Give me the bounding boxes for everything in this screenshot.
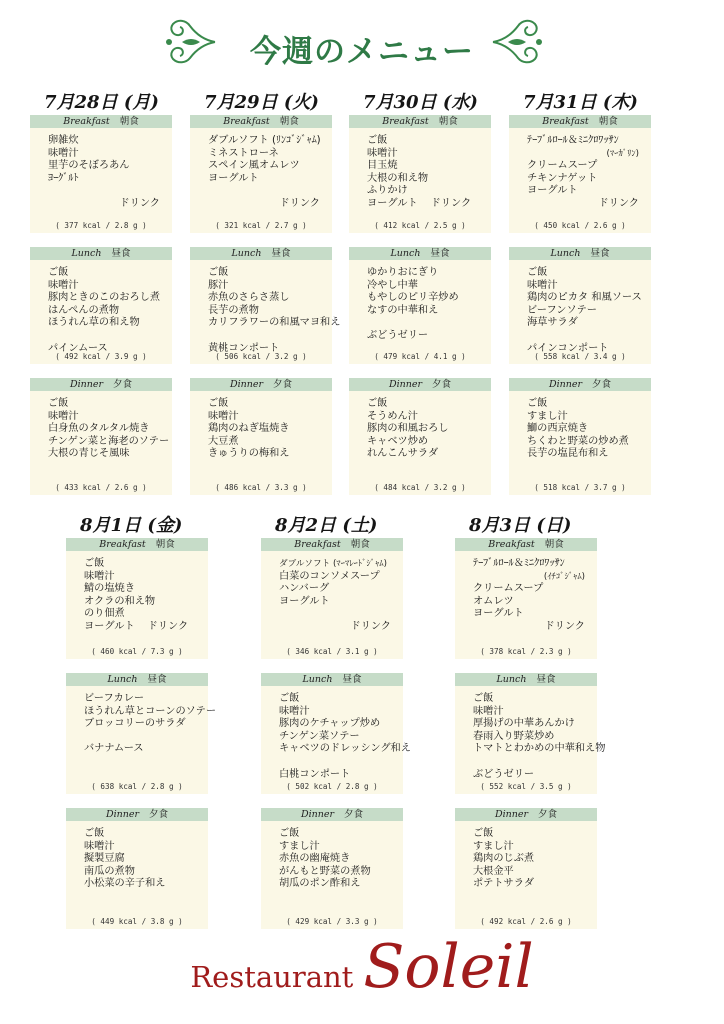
menu-items — [509, 391, 651, 461]
meal-section-breakfast — [349, 115, 491, 233]
menu-item: 豚汁 — [208, 279, 229, 291]
meal-name-jp: 昼食 — [590, 248, 610, 259]
day-card — [261, 514, 411, 929]
meal-name-en: Dinner — [69, 379, 104, 390]
meal-name-en: Lunch — [231, 248, 262, 259]
meal-section-breakfast — [190, 115, 332, 233]
menu-item — [279, 608, 403, 621]
menu-item: ぶどうゼリー — [367, 329, 429, 341]
meal-header — [66, 673, 208, 686]
menu-item: 海草サラダ — [527, 317, 578, 329]
menu-item: ご飯 — [84, 558, 105, 569]
menu-item: 大根の青じそ風味 — [48, 448, 130, 460]
meal-name-en: Dinner — [229, 379, 264, 390]
restaurant-name: Soleil — [363, 932, 534, 1002]
meal-name-en: Dinner — [494, 809, 529, 820]
menu-item: ご飯 — [527, 267, 548, 278]
menu-item: カリフラワーの和風マヨ和え — [208, 317, 341, 329]
menu-item — [208, 185, 332, 198]
menu-item: ご飯 — [279, 693, 300, 704]
meal-header — [66, 538, 208, 551]
meal-section-lunch — [509, 247, 651, 364]
meal-header — [349, 247, 491, 260]
meal-header — [349, 378, 491, 391]
menu-item: 白桃コンポート — [279, 768, 351, 780]
menu-item: 厚揚げの中華あんかけ — [473, 718, 575, 730]
restaurant-logo — [0, 932, 724, 1002]
menu-item: ビーフカレー — [84, 693, 145, 704]
day-card — [30, 91, 172, 495]
meal-name-en: Lunch — [107, 674, 138, 685]
menu-item: 白身魚のタルタル焼き — [48, 423, 150, 435]
menu-items — [509, 128, 651, 211]
menu-item: パインムース — [48, 342, 108, 354]
menu-item: 味噌汁 — [527, 279, 558, 291]
meal-section-breakfast — [261, 538, 403, 659]
meal-name-en: Dinner — [548, 379, 583, 390]
menu-item: ご飯 — [48, 398, 69, 409]
meal-section-dinner — [30, 378, 172, 495]
menu-item — [527, 330, 651, 343]
menu-items — [30, 260, 172, 355]
menu-item: チキンナゲット — [527, 172, 598, 184]
meal-header — [261, 538, 403, 551]
menu-item — [208, 330, 332, 343]
meal-section-breakfast — [455, 538, 597, 659]
meal-name-jp: 夕食 — [538, 809, 558, 820]
menu-item — [84, 731, 208, 744]
menu-items — [66, 821, 208, 891]
menu-items — [30, 128, 172, 211]
menu-items — [190, 128, 332, 211]
menu-item: もやしのピリ辛炒め — [367, 292, 459, 304]
meal-name-jp: 朝食 — [598, 116, 618, 127]
nutrition-info: ( 502 kcal / 2.8 g ) — [286, 782, 378, 791]
nutrition-info: ( 377 kcal / 2.8 g ) — [55, 221, 147, 230]
page-title: 今週のメニュー — [250, 34, 474, 70]
meal-name-jp: 朝食 — [279, 116, 299, 127]
menu-item: 豚肉ときのこのおろし煮 — [48, 292, 161, 304]
menu-item — [473, 756, 597, 769]
menu-items — [261, 686, 411, 781]
meal-name-en: Lunch — [302, 674, 333, 685]
menu-item: ゆかりおにぎり — [367, 267, 439, 278]
menu-item: ぶどうゼリー — [473, 768, 535, 780]
menu-item: すまし汁 — [527, 410, 568, 422]
menu-item: 豚肉の和風おろし — [367, 423, 449, 435]
menu-item: スペイン風オムレツ — [208, 160, 300, 172]
menu-item: ちくわと野菜の炒め煮 — [527, 435, 629, 447]
nutrition-info: ( 460 kcal / 7.3 g ) — [91, 647, 183, 656]
menu-item: クリームスープ — [527, 160, 598, 172]
menu-item: 鯖の塩焼き — [84, 583, 135, 595]
meal-section-dinner — [261, 808, 403, 929]
menu-items — [261, 551, 403, 634]
meal-header — [190, 115, 332, 128]
menu-items — [349, 391, 491, 461]
menu-item: 大根の和え物 — [367, 172, 429, 184]
menu-item: 卵雑炊 — [48, 135, 79, 146]
menu-item: ドリンク — [598, 197, 639, 209]
menu-item: 大根金平 — [473, 865, 514, 877]
day-date: 8月3日 (日) — [469, 515, 572, 536]
meal-section-lunch — [261, 673, 411, 794]
menu-item: 味噌汁 — [473, 705, 504, 717]
day-date: 8月1日 (金) — [80, 515, 183, 536]
menu-item: 味噌汁 — [279, 705, 310, 717]
menu-item: ビーフンソテー — [527, 304, 597, 316]
menu-item: 大豆煮 — [208, 435, 239, 447]
meal-section-dinner — [190, 378, 332, 495]
menu-item: チンゲン菜ソテー — [279, 730, 360, 742]
menu-item: れんこんサラダ — [367, 448, 439, 460]
menu-item — [48, 330, 172, 343]
menu-item: のり佃煮 — [84, 608, 125, 620]
menu-item: がんもと野菜の煮物 — [279, 865, 371, 877]
menu-item: オクラの和え物 — [84, 595, 156, 607]
menu-item: そうめん汁 — [367, 410, 418, 422]
meal-header — [455, 538, 597, 551]
day-card — [66, 514, 217, 929]
menu-item: 白菜のコンソメスープ — [279, 570, 380, 582]
meal-name-jp: 昼食 — [342, 674, 362, 685]
meal-name-jp: 夕食 — [592, 379, 612, 390]
menu-items — [66, 551, 208, 634]
menu-item: ドリンク — [350, 620, 391, 632]
menu-item: ミネストローネ — [208, 147, 279, 159]
menu-items — [455, 821, 597, 891]
menu-item: オムレツ — [473, 595, 514, 607]
meal-name-en: Lunch — [71, 248, 102, 259]
menu-item: ご飯 — [48, 267, 69, 278]
meal-header — [509, 247, 651, 260]
meal-name-en: Breakfast — [488, 539, 535, 550]
menu-item: ﾃｰﾌﾞﾙﾛｰﾙ＆ﾐﾆｸﾛﾜｯｻﾝ — [473, 558, 565, 569]
menu-item: 赤魚の幽庵焼き — [279, 853, 351, 865]
nutrition-info: ( 492 kcal / 3.9 g ) — [55, 352, 147, 361]
menu-item: 味噌汁 — [367, 147, 398, 159]
meal-section-breakfast — [509, 115, 651, 233]
day-card — [455, 514, 606, 929]
menu-item: 擬製豆腐 — [84, 853, 125, 865]
nutrition-info: ( 506 kcal / 3.2 g ) — [215, 352, 307, 361]
meal-name-en: Dinner — [300, 809, 335, 820]
meal-header — [261, 808, 403, 821]
menu-items — [455, 686, 606, 781]
menu-item: ヨーグルト — [527, 185, 578, 197]
meal-name-en: Breakfast — [542, 116, 589, 127]
menu-item: ドリンク — [544, 620, 585, 632]
menu-item: 味噌汁 — [48, 147, 79, 159]
menu-items — [455, 551, 597, 634]
meal-section-dinner — [349, 378, 491, 495]
menu-item: ご飯 — [473, 828, 494, 839]
menu-item: ヨーグルト ドリンク — [367, 197, 472, 209]
menu-items — [190, 391, 332, 461]
meal-header — [261, 673, 403, 686]
menu-item: ご飯 — [367, 398, 388, 409]
meal-name-jp: 夕食 — [344, 809, 364, 820]
menu-item: 赤魚のさらさ蒸し — [208, 292, 290, 304]
meal-header — [455, 808, 597, 821]
menu-item: キャベツ炒め — [367, 435, 429, 447]
menu-item: ヨーグルト — [208, 172, 259, 184]
menu-item: チンゲン菜と海老のソテー — [48, 435, 170, 447]
meal-name-jp: 夕食 — [432, 379, 452, 390]
meal-name-jp: 朝食 — [350, 539, 370, 550]
meal-header — [455, 673, 597, 686]
meal-header — [349, 115, 491, 128]
day-date: 7月31日 (木) — [523, 92, 638, 113]
menu-item: (ﾏｰｶﾞﾘﾝ) — [606, 148, 639, 159]
meal-section-dinner — [66, 808, 208, 929]
menu-item: ご飯 — [527, 398, 548, 409]
meal-name-en: Lunch — [550, 248, 581, 259]
menu-item: 南瓜の煮物 — [84, 865, 135, 877]
day-card — [349, 91, 491, 495]
nutrition-info: ( 486 kcal / 3.3 g ) — [215, 483, 307, 492]
restaurant-word: Restaurant — [190, 960, 354, 994]
menu-item: ヨーグルト — [279, 595, 330, 607]
menu-item: ヨーグルト — [473, 608, 524, 620]
meal-name-jp: 昼食 — [111, 248, 131, 259]
menu-item: 味噌汁 — [84, 570, 115, 582]
meal-header — [509, 378, 651, 391]
day-date: 7月28日 (月) — [44, 92, 159, 113]
meal-name-en: Breakfast — [223, 116, 270, 127]
meal-header — [190, 247, 332, 260]
menu-item: 味噌汁 — [84, 840, 115, 852]
menu-items — [509, 260, 651, 355]
menu-item: 春雨入り野菜炒め — [473, 730, 555, 742]
nutrition-info: ( 429 kcal / 3.3 g ) — [286, 917, 378, 926]
meal-name-en: Lunch — [390, 248, 421, 259]
menu-item: 豚肉のケチャップ炒め — [279, 718, 381, 730]
meal-name-en: Breakfast — [63, 116, 110, 127]
menu-item: (ｲﾁｺﾞｼﾞｬﾑ) — [543, 571, 585, 582]
menu-item: 鰤の西京焼き — [527, 423, 589, 435]
meal-section-lunch — [66, 673, 217, 794]
meal-name-jp: 昼食 — [271, 248, 291, 259]
menu-item: ご飯 — [473, 693, 494, 704]
menu-item: ダブルソフト (ﾏｰﾏﾚｰﾄﾞｼﾞｬﾑ) — [279, 559, 387, 569]
nutrition-info: ( 346 kcal / 3.1 g ) — [286, 647, 378, 656]
menu-item: 里芋のそぼろあん — [48, 160, 130, 172]
meal-section-lunch — [30, 247, 172, 364]
menu-item: バナナムース — [84, 743, 144, 755]
day-date: 7月29日 (火) — [204, 92, 319, 113]
nutrition-info: ( 321 kcal / 2.7 g ) — [215, 221, 307, 230]
meal-name-jp: 夕食 — [149, 809, 169, 820]
menu-item: 冷やし中華 — [367, 279, 418, 291]
menu-item: 長芋の塩昆布和え — [527, 448, 609, 460]
meal-section-lunch — [455, 673, 606, 794]
nutrition-info: ( 412 kcal / 2.5 g ) — [374, 221, 466, 230]
menu-item — [279, 756, 403, 769]
nutrition-info: ( 378 kcal / 2.3 g ) — [480, 647, 572, 656]
nutrition-info: ( 449 kcal / 3.8 g ) — [91, 917, 183, 926]
nutrition-info: ( 552 kcal / 3.5 g ) — [480, 782, 572, 791]
menu-item — [48, 185, 172, 198]
day-date: 8月2日 (土) — [275, 515, 378, 536]
menu-item: ご飯 — [208, 398, 229, 409]
menu-item: 味噌汁 — [208, 410, 239, 422]
menu-item: ﾖｰｸﾞﾙﾄ — [48, 172, 79, 184]
menu-item: ハンバーグ — [279, 583, 330, 595]
menu-item: 鶏肉のピカタ 和風ソース — [527, 292, 642, 304]
meal-name-jp: 昼食 — [430, 248, 450, 259]
menu-item: ふりかけ — [367, 185, 408, 197]
meal-header — [30, 115, 172, 128]
menu-item: トマトとわかめの中華和え物 — [473, 743, 606, 755]
meal-name-jp: 夕食 — [113, 379, 133, 390]
meal-section-lunch — [349, 247, 491, 364]
menu-item: はんぺんの煮物 — [48, 304, 120, 316]
day-card — [509, 91, 651, 495]
menu-item: 味噌汁 — [48, 279, 79, 291]
menu-item: きゅうりの梅和え — [208, 448, 290, 460]
nutrition-info: ( 484 kcal / 3.2 g ) — [374, 483, 466, 492]
nutrition-info: ( 433 kcal / 2.6 g ) — [55, 483, 147, 492]
meal-header — [509, 115, 651, 128]
meal-section-dinner — [509, 378, 651, 495]
menu-item: ﾃｰﾌﾞﾙﾛｰﾙ＆ﾐﾆｸﾛﾜｯｻﾝ — [527, 135, 619, 146]
menu-item: 鶏肉のねぎ塩焼き — [208, 423, 290, 435]
menu-items — [261, 821, 403, 891]
menu-items — [349, 260, 491, 343]
menu-item: すまし汁 — [279, 840, 320, 852]
meal-name-en: Breakfast — [382, 116, 429, 127]
day-date: 7月30日 (水) — [363, 92, 478, 113]
nutrition-info: ( 638 kcal / 2.8 g ) — [91, 782, 183, 791]
nutrition-info: ( 479 kcal / 4.1 g ) — [374, 352, 466, 361]
menu-item: 小松菜の辛子和え — [84, 878, 166, 890]
menu-item: キャベツのドレッシング和え — [279, 743, 411, 755]
meal-name-jp: 朝食 — [438, 116, 458, 127]
menu-item: ドリンク — [279, 197, 320, 209]
meal-name-jp: 朝食 — [544, 539, 564, 550]
meal-name-en: Breakfast — [99, 539, 146, 550]
menu-item: ヨーグルト ドリンク — [84, 620, 189, 632]
day-card — [190, 91, 341, 495]
nutrition-info: ( 518 kcal / 3.7 g ) — [534, 483, 626, 492]
menu-item: ダブルソフト (ﾘﾝｺﾞｼﾞｬﾑ) — [208, 135, 321, 146]
menu-item: 味噌汁 — [48, 410, 79, 422]
meal-name-jp: 昼食 — [536, 674, 556, 685]
menu-item: ブロッコリーのサラダ — [84, 718, 186, 730]
meal-section-dinner — [455, 808, 597, 929]
meal-name-jp: 夕食 — [273, 379, 293, 390]
meal-name-jp: 朝食 — [119, 116, 139, 127]
menu-item: ドリンク — [119, 197, 160, 209]
meal-name-en: Dinner — [105, 809, 140, 820]
menu-item: すまし汁 — [473, 840, 514, 852]
meal-header — [66, 808, 208, 821]
menu-item: 黄桃コンポート — [208, 342, 280, 354]
menu-item: ご飯 — [279, 828, 300, 839]
menu-item: 胡瓜のポン酢和え — [279, 878, 361, 890]
meal-name-en: Dinner — [388, 379, 423, 390]
menu-item: ポテトサラダ — [473, 878, 535, 890]
menu-item: ほうれん草の和え物 — [48, 317, 140, 329]
meal-name-jp: 昼食 — [147, 674, 167, 685]
menu-items — [66, 686, 217, 756]
menu-item: 目玉焼 — [367, 160, 398, 172]
meal-name-jp: 朝食 — [155, 539, 175, 550]
meal-name-en: Lunch — [496, 674, 527, 685]
nutrition-info: ( 558 kcal / 3.4 g ) — [534, 352, 626, 361]
menu-item — [367, 317, 491, 330]
menu-items — [30, 391, 172, 461]
menu-item: ご飯 — [208, 267, 229, 278]
meal-section-breakfast — [30, 115, 172, 233]
nutrition-info: ( 492 kcal / 2.6 g ) — [480, 917, 572, 926]
menu-item: クリームスープ — [473, 583, 544, 595]
nutrition-info: ( 450 kcal / 2.6 g ) — [534, 221, 626, 230]
menu-item: 長芋の煮物 — [208, 304, 259, 316]
meal-name-en: Breakfast — [294, 539, 341, 550]
menu-item: ご飯 — [84, 828, 105, 839]
menu-item: パインコンポート — [527, 342, 609, 354]
menu-item: ご飯 — [367, 135, 388, 146]
meal-header — [30, 378, 172, 391]
menu-items — [349, 128, 491, 211]
meal-section-breakfast — [66, 538, 208, 659]
meal-header — [30, 247, 172, 260]
menu-item: 鶏肉のじぶ煮 — [473, 853, 535, 865]
menu-item: なすの中華和え — [367, 304, 439, 316]
meal-header — [190, 378, 332, 391]
menu-items — [190, 260, 341, 355]
menu-item: ほうれん草とコーンのソテー — [84, 705, 217, 717]
meal-section-lunch — [190, 247, 341, 364]
